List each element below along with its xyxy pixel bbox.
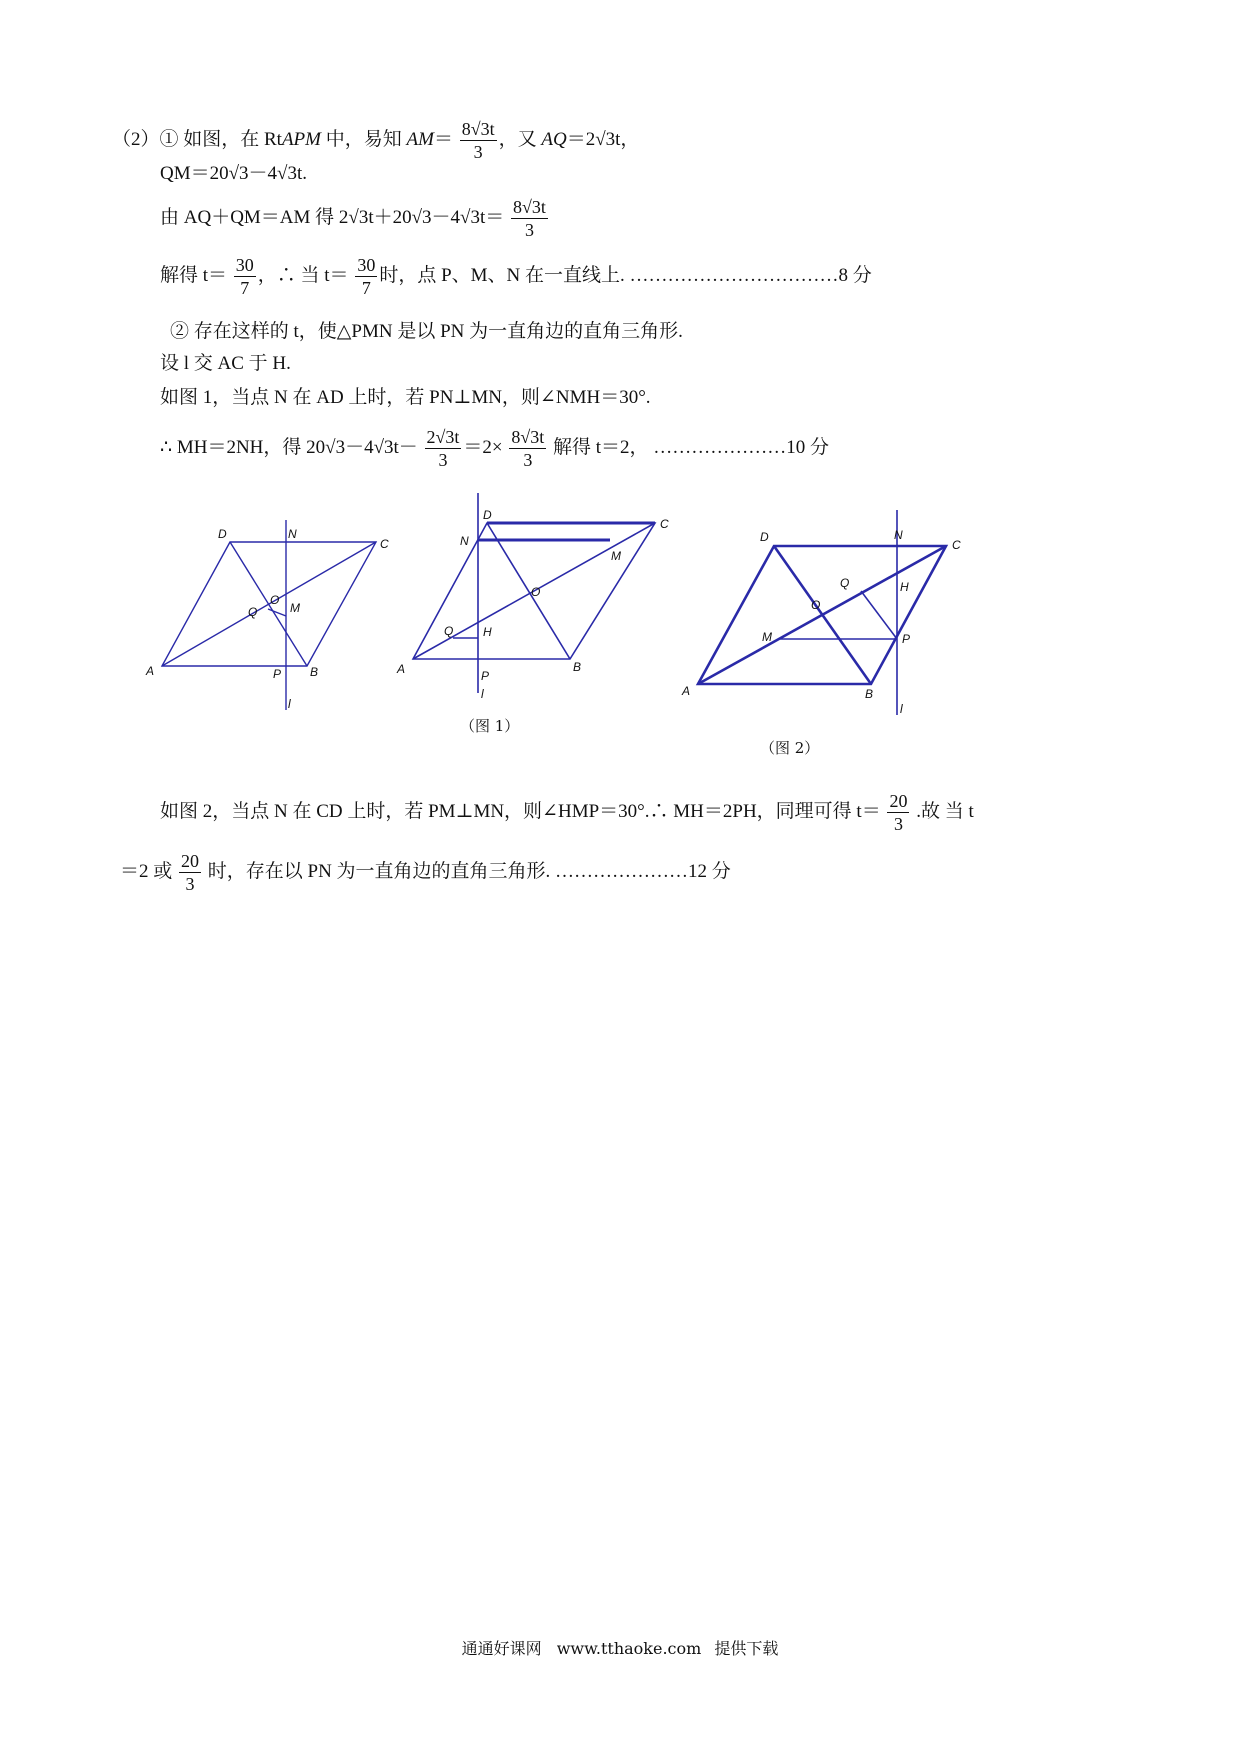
label-H: H	[900, 580, 909, 594]
label-B: B	[310, 665, 319, 679]
fraction-2r3t-over-3: $\frac{2√3t}{3}$	[426, 427, 460, 470]
label-O: O	[811, 598, 821, 612]
label-l: l	[481, 687, 484, 698]
text: ＝2×	[463, 436, 503, 458]
text: 解得 t＝	[160, 264, 228, 286]
text: ＝2 或	[120, 860, 178, 882]
text: ，又	[498, 128, 542, 150]
label-M: M	[762, 630, 772, 644]
label-C: C	[660, 517, 669, 531]
label-B: B	[573, 660, 582, 674]
fraction-8r3t-over-3: $\frac{8√3t}{3}$	[461, 119, 495, 162]
fraction-20-over-3: $\frac{20}{3}$	[181, 851, 200, 894]
equation-text: 由 AQ＋QM＝AM 得 2√3t＋20√3－4√3t＝	[160, 206, 505, 228]
label-B: B	[865, 687, 874, 701]
figure-2-caption: （图 2）	[760, 739, 820, 757]
equals: ＝	[433, 128, 453, 150]
fraction-30-over-7: $\frac{30}{7}$	[357, 255, 376, 298]
part-label: （2）① 如图，在 Rt	[112, 128, 282, 150]
label-C: C	[380, 537, 389, 551]
figure-1	[395, 488, 695, 698]
fraction-8r3t-over-3: $\frac{8√3t}{3}$	[513, 197, 546, 240]
label-A: A	[146, 664, 155, 678]
label-l: l	[288, 697, 291, 711]
label-P: P	[481, 669, 490, 683]
qm-expression: QM＝20√3－4√3t.	[160, 163, 307, 184]
label-M: M	[611, 549, 621, 563]
figure-2	[680, 505, 980, 720]
solution-line-8	[160, 428, 829, 469]
label-Q: Q	[444, 624, 454, 638]
label-D: D	[483, 508, 492, 522]
label-P: P	[273, 667, 282, 681]
text: 如图 1，当点 N 在 AD 上时，若 PN⊥MN，则∠NMH＝30°.	[160, 387, 651, 408]
label-A: A	[682, 684, 691, 698]
solution-line-9	[160, 792, 974, 833]
solution-line-1	[112, 120, 639, 161]
text-score-12: 时，存在以 PN 为一直角边的直角三角形. …………………12 分	[203, 860, 731, 882]
solution-line-6	[160, 354, 291, 373]
label-D: D	[760, 530, 769, 544]
figure-1-caption: （图 1）	[460, 717, 520, 735]
text: 设 l 交 AC 于 H.	[160, 353, 291, 374]
solution-line-4	[160, 256, 872, 297]
text-score-8: 时，点 P、M、N 在一直线上. ……………………………8 分	[379, 264, 872, 286]
label-Q: Q	[248, 605, 258, 619]
text: .故 当 t	[911, 800, 974, 822]
footer-suffix: 提供下载	[714, 1639, 779, 1658]
fraction-30-over-7: $\frac{30}{7}$	[235, 255, 254, 298]
solution-line-5	[170, 322, 683, 341]
solution-line-3	[160, 198, 550, 239]
label-N: N	[288, 527, 297, 541]
solution-line-7	[160, 388, 651, 407]
label-O: O	[531, 585, 541, 599]
fraction-20-over-3: $\frac{20}{3}$	[889, 791, 908, 834]
label-C: C	[952, 538, 961, 552]
footer-site-name: 通通好课网	[461, 1639, 542, 1658]
var-am: AM	[406, 128, 434, 150]
figure-rhombus-a	[140, 520, 400, 715]
var-aq: AQ	[541, 128, 567, 150]
label-P: P	[902, 632, 911, 646]
text: 如图 2，当点 N 在 CD 上时，若 PM⊥MN，则∠HMP＝30°.∴ MH＝2PH，同理可得 t＝	[160, 800, 881, 822]
text: 中，易知	[321, 128, 407, 150]
fraction-8r3t-over-3: $\frac{8√3t}{3}$	[511, 427, 545, 470]
label-A: A	[397, 662, 406, 676]
label-N: N	[894, 528, 903, 542]
text: ，∴ 当 t＝	[257, 264, 349, 286]
footer-url[interactable]: www.tthaoke.com	[556, 1639, 702, 1658]
label-N: N	[460, 534, 469, 548]
text: ② 存在这样的 t，使△PMN 是以 PN 为一直角边的直角三角形.	[170, 321, 683, 342]
footer	[0, 1636, 1240, 1659]
label-M: M	[290, 601, 300, 615]
label-l: l	[900, 702, 903, 716]
aq-value: ＝2√3t，	[566, 128, 640, 150]
triangle-name: APM	[281, 128, 321, 150]
text: ∴ MH＝2NH，得 20√3－4√3t－	[160, 436, 418, 458]
solution-line-2	[160, 164, 307, 183]
text-score-10: 解得 t＝2， …………………10 分	[548, 436, 830, 458]
solution-line-10	[120, 852, 731, 893]
label-D: D	[218, 527, 227, 541]
label-O: O	[270, 593, 280, 607]
label-H: H	[483, 625, 492, 639]
label-Q: Q	[840, 576, 850, 590]
